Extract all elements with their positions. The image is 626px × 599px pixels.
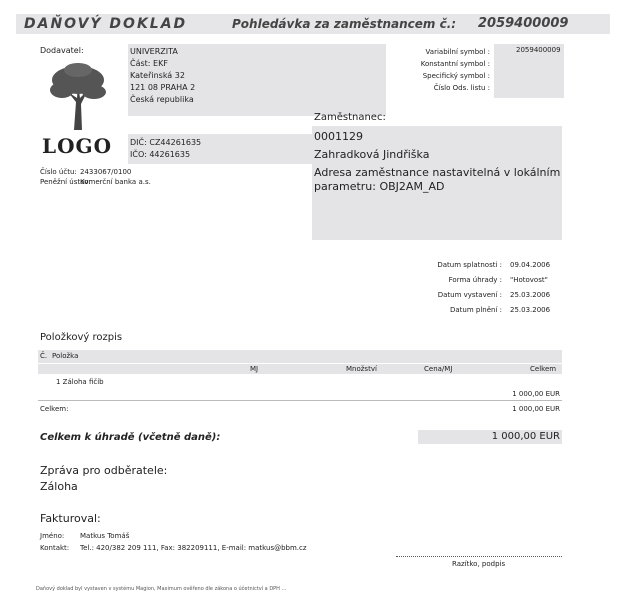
symbol-label: Specifický symbol : <box>422 72 490 80</box>
date-values <box>510 258 550 318</box>
supplier-line: Kateřinská 32 <box>130 71 185 80</box>
document-number: 2059400009 <box>478 16 569 31</box>
supplier-address <box>130 46 195 106</box>
variable-symbol-value: 2059400009 <box>516 46 561 54</box>
items-col-item: Položka <box>52 352 79 360</box>
tree-logo-icon <box>48 62 108 130</box>
items-col-number: Č. <box>40 352 48 360</box>
items-header-divider <box>38 363 562 364</box>
items-sum-label: Celkem: <box>40 405 69 413</box>
ico-value: 44261635 <box>149 150 191 159</box>
date-value: 25.03.2006 <box>510 306 551 314</box>
date-value: "Hotovost" <box>510 276 548 284</box>
invoiced-name-label: Jméno: <box>40 532 65 540</box>
supplier-line: Část: EKF <box>130 59 168 68</box>
date-label: Datum plnění : <box>449 306 502 314</box>
signature-label: Razítko, podpis <box>452 560 506 568</box>
date-value: 09.04.2006 <box>510 261 551 269</box>
invoiced-contact-label: Kontakt: <box>40 544 70 552</box>
employee-address-line: Adresa zaměstnance nastavitelná v lokálním <box>314 166 561 179</box>
symbol-label: Konstantní symbol : <box>420 60 490 68</box>
signature-line <box>396 556 562 557</box>
items-col-quantity: Množství <box>346 365 377 373</box>
employee-name: Zahradková Jindřiška <box>314 148 430 161</box>
employee-address-line: parametru: OBJ2AM_AD <box>314 180 445 193</box>
document-title: DAŇOVÝ DOKLAD <box>24 16 188 32</box>
total-value: 1 000,00 EUR <box>491 431 560 442</box>
items-title: Položkový rozpis <box>40 332 123 343</box>
date-labels <box>380 258 502 318</box>
footer-note: Daňový doklad byl vystaven v systému Magion, Maximum ověřeno dle zákona o účetnictví a DPH ... <box>36 586 287 592</box>
bank-value: Komerční banka a.s. <box>80 178 151 186</box>
document-subtitle: Pohledávka za zaměstnancem č.: <box>232 17 457 31</box>
total-label: Celkem k úhradě (včetně daně): <box>40 432 221 443</box>
items-col-price: Cena/MJ <box>424 365 453 373</box>
item-row-total: 1 000,00 EUR <box>512 390 560 398</box>
item-row-label: 1 Záloha fičíb <box>56 378 104 386</box>
account-label: Číslo účtu: <box>40 168 77 176</box>
dic-value: CZ44261635 <box>149 138 202 147</box>
symbol-labels <box>408 46 490 94</box>
date-label: Datum vystavení : <box>437 291 502 299</box>
invoiced-label: Fakturoval: <box>40 512 101 525</box>
items-sum-value: 1 000,00 EUR <box>512 405 560 413</box>
items-divider <box>38 400 562 401</box>
employee-label: Zaměstnanec: <box>314 112 386 123</box>
items-col-unit: MJ <box>250 365 259 373</box>
symbol-label: Variabilní symbol : <box>425 48 490 56</box>
bank-label: Peněžní ústav: <box>40 178 91 186</box>
employee-id: 0001129 <box>314 130 363 143</box>
date-label: Datum splatnosti : <box>437 261 502 269</box>
supplier-label: Dodavatel: <box>40 46 84 55</box>
logo-text: LOGO <box>42 134 112 158</box>
supplier-line: Česká republika <box>130 95 194 104</box>
symbol-label: Číslo Ods. listu : <box>433 84 490 92</box>
supplier-line: UNIVERZITA <box>130 47 178 56</box>
ico-row: IČO: 44261635 <box>130 150 191 159</box>
items-header-bg <box>38 350 562 374</box>
invoiced-name: Matkus Tomáš <box>80 532 130 540</box>
supplier-line: 121 08 PRAHA 2 <box>130 83 196 92</box>
account-value: 2433067/0100 <box>80 168 132 176</box>
dic-row: DIČ: CZ44261635 <box>130 138 202 147</box>
invoiced-contact: Tel.: 420/382 209 111, Fax: 382209111, E-mail: matkus@bbm.cz <box>80 544 307 552</box>
items-col-total: Celkem <box>530 365 557 373</box>
message-label: Zpráva pro odběratele: <box>40 464 168 477</box>
message-text: Záloha <box>40 480 78 493</box>
date-label: Forma úhrady : <box>448 276 502 284</box>
date-value: 25.03.2006 <box>510 291 551 299</box>
